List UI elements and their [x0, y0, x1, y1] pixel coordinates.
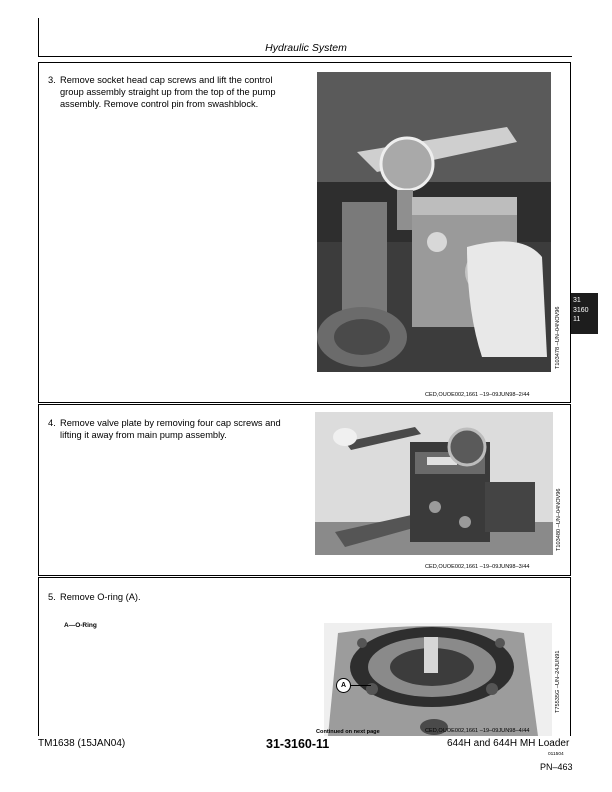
step-3-photo — [317, 72, 551, 372]
revision-code: 011504 — [548, 752, 564, 757]
step-number: 4. — [48, 418, 56, 428]
step-4-block — [38, 404, 571, 576]
step-5-instruction — [48, 591, 308, 605]
step-4-photo — [315, 412, 553, 555]
step-5-block — [38, 577, 571, 736]
step-5-photo — [324, 623, 552, 736]
step-text-line: Remove valve plate by removing four cap screws and — [60, 418, 281, 428]
tab-subgroup: 3160 — [573, 306, 589, 314]
reference-code: CED,OUOE002,1661 –19–09JUN98–4/44 — [425, 728, 530, 734]
step-text-line: lifting it away from main pump assembly. — [60, 430, 227, 440]
header-rule — [38, 56, 572, 57]
step-text-line: Remove socket head cap screws and lift the control — [60, 75, 273, 85]
tab-group: 31 — [573, 297, 581, 304]
legend-o-ring: A—O-Ring — [64, 622, 97, 629]
manual-number: TM1638 (15JAN04) — [38, 738, 126, 749]
step-4-instruction — [48, 417, 308, 447]
valve-plate-photo — [315, 412, 553, 555]
continued-notice: Continued on next page — [316, 729, 380, 735]
machine-model: 644H and 644H MH Loader — [447, 738, 570, 749]
control-group-photo — [317, 72, 551, 372]
reference-code: CED,OUOE002,1661 –19–09JUN98–2/44 — [425, 392, 530, 398]
reference-code: CED,OUOE002,1661 –19–09JUN98–3/44 — [425, 564, 530, 570]
step-text-line: Remove O-ring (A). — [60, 592, 141, 602]
callout-leader — [351, 685, 371, 686]
step-3-block — [38, 62, 571, 403]
image-code: T75535G –UN–24JUN91 — [555, 650, 561, 713]
o-ring-photo — [324, 623, 552, 736]
step-number: 5. — [48, 592, 56, 602]
step-text-line: group assembly straight up from the top of the pump — [60, 87, 276, 97]
tab-page: 11 — [573, 316, 581, 323]
page-number: 31-3160-11 — [266, 737, 330, 751]
callout-a — [336, 678, 351, 693]
step-number: 3. — [48, 75, 56, 85]
print-page-number: PN–463 — [540, 762, 573, 772]
step-text-line: assembly. Remove control pin from swashblock. — [60, 99, 259, 109]
section-tab — [570, 293, 598, 334]
image-code: T103478 –UN–04NOV96 — [555, 306, 561, 369]
image-code: T103480 –UN–04NOV96 — [556, 488, 562, 551]
callout-label: A — [340, 682, 347, 689]
step-3-instruction — [48, 74, 308, 114]
section-title: Hydraulic System — [265, 42, 347, 54]
